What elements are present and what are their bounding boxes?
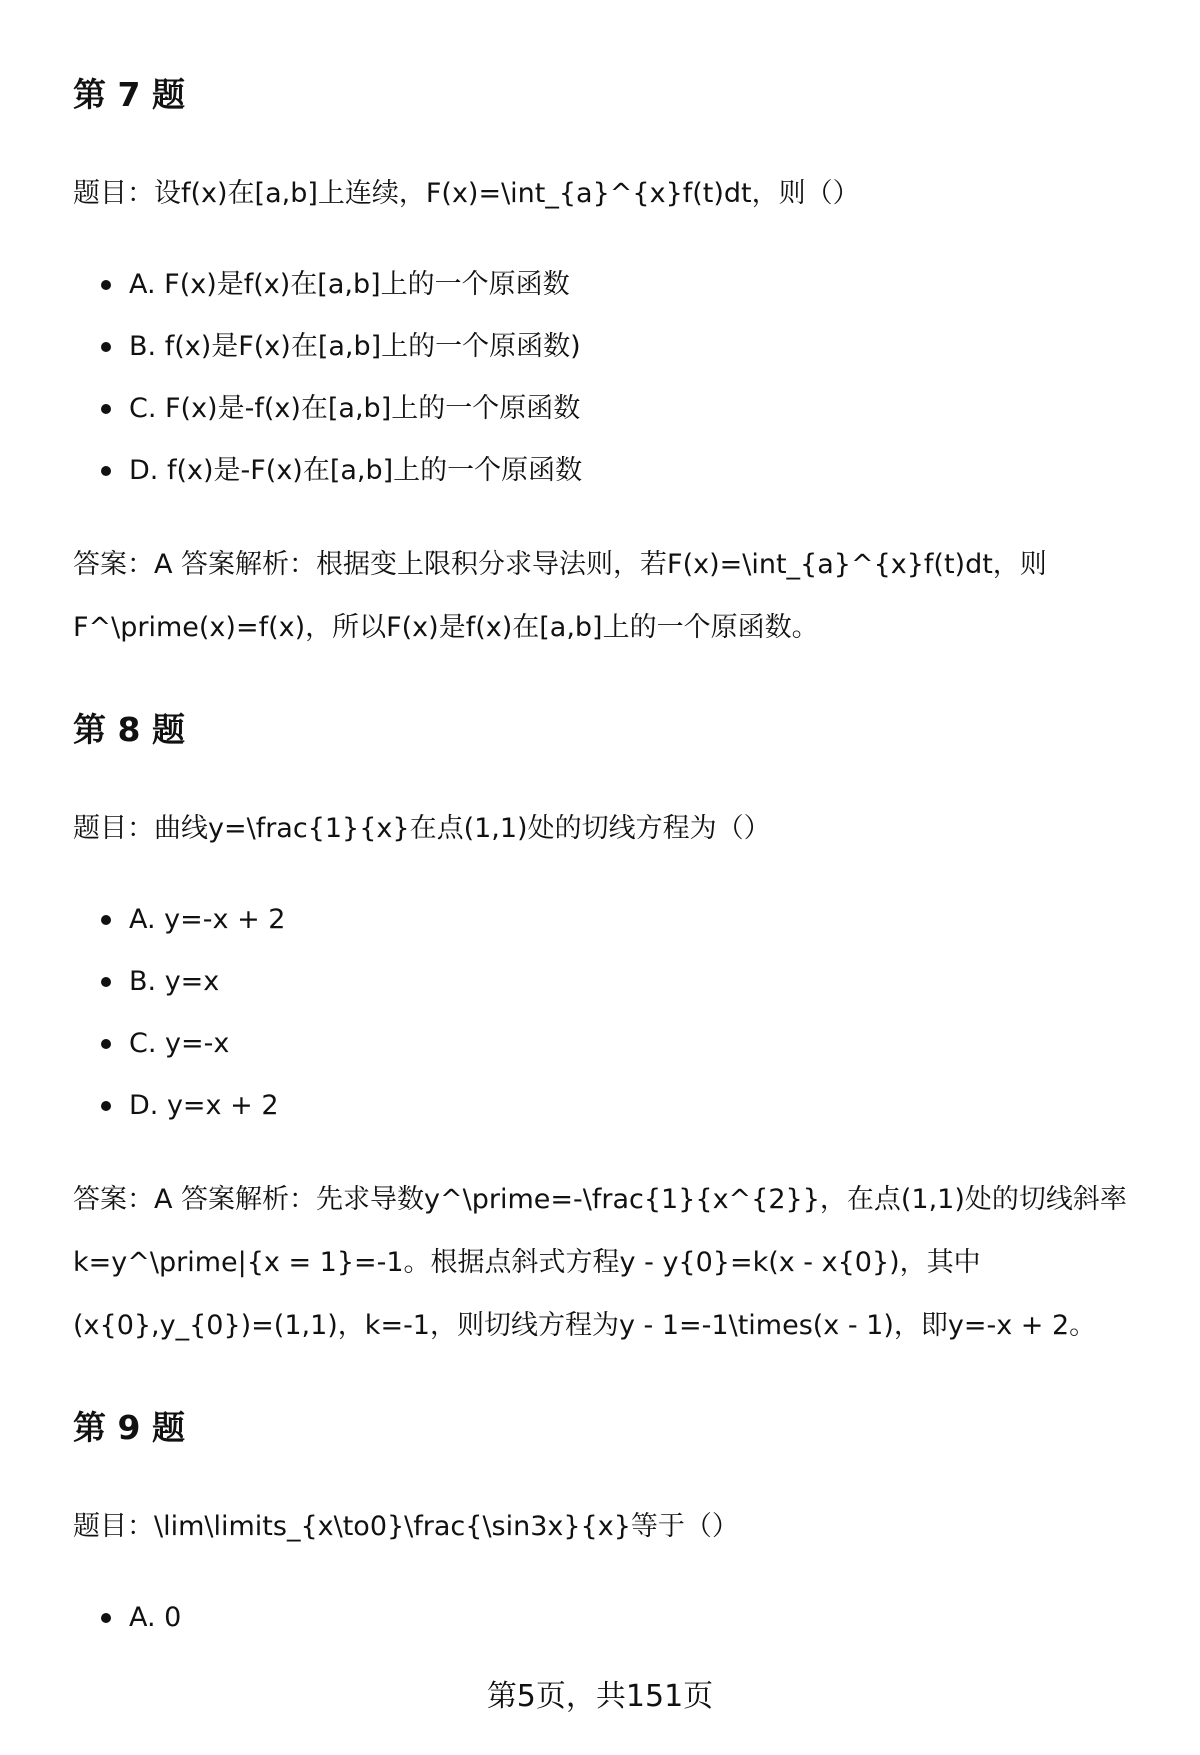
option-item	[73, 1013, 1153, 1075]
option-item	[73, 951, 1153, 1013]
option-item	[73, 378, 1153, 440]
option-item	[73, 254, 1153, 316]
document-page	[73, 0, 1153, 1649]
question-stem: 题目：曲线y=\frac{1}{x}在点(1,1)处的切线方程为（）	[73, 813, 771, 844]
option-text: C. y=-x	[129, 1028, 230, 1059]
question-heading: 第 7 题	[73, 75, 185, 114]
question-9	[73, 1403, 1153, 1649]
option-list	[73, 1587, 1153, 1649]
option-text: D. f(x)是-F(x)在[a,b]上的一个原函数	[129, 455, 583, 486]
page-footer: 第5页，共151页	[486, 1679, 714, 1714]
option-text: D. y=x + 2	[129, 1090, 279, 1121]
bullet-icon	[101, 342, 111, 352]
question-heading: 第 8 题	[73, 710, 185, 749]
option-text: A. 0	[129, 1602, 182, 1633]
bullet-icon	[101, 1039, 111, 1049]
option-text: B. y=x	[129, 966, 220, 997]
option-text: B. f(x)是F(x)在[a,b]上的一个原函数)	[129, 331, 581, 362]
bullet-icon	[101, 977, 111, 987]
question-stem: 题目：\lim\limits_{x\to0}\frac{\sin3x}{x}等于（）	[73, 1511, 739, 1542]
option-item	[73, 1075, 1153, 1137]
bullet-icon	[101, 466, 111, 476]
option-list	[73, 889, 1153, 1137]
bullet-icon	[101, 280, 111, 290]
answer-explanation: 答案：A 答案解析：先求导数y^\prime=-\frac{1}{x^{2}}，在点(1,1)处的切线斜率k=y^\prime|{x = 1}=-1。根据点斜式方程y - y{0}=k(x - x{0})，其中(x{0},y_{0})=(1,1)，k=-1，则切线方程为y - 1=-1\times(x - 1)，即y=-x + 2。	[73, 1184, 1127, 1341]
option-text: A. y=-x + 2	[129, 904, 286, 935]
option-text: C. F(x)是-f(x)在[a,b]上的一个原函数	[129, 393, 581, 424]
option-item	[73, 889, 1153, 951]
bullet-icon	[101, 915, 111, 925]
bullet-icon	[101, 1613, 111, 1623]
bullet-icon	[101, 404, 111, 414]
question-8	[73, 705, 1153, 1357]
option-list	[73, 254, 1153, 502]
question-7	[73, 70, 1153, 659]
option-item	[73, 1587, 1153, 1649]
bullet-icon	[101, 1101, 111, 1111]
question-heading: 第 9 题	[73, 1408, 185, 1447]
option-item	[73, 316, 1153, 378]
answer-explanation: 答案：A 答案解析：根据变上限积分求导法则，若F(x)=\int_{a}^{x}f(t)dt，则F^\prime(x)=f(x)，所以F(x)是f(x)在[a,b]上的一个原函数。	[73, 549, 1047, 643]
option-item	[73, 440, 1153, 502]
option-text: A. F(x)是f(x)在[a,b]上的一个原函数	[129, 269, 570, 300]
question-stem: 题目：设f(x)在[a,b]上连续，F(x)=\int_{a}^{x}f(t)dt，则（）	[73, 178, 860, 209]
